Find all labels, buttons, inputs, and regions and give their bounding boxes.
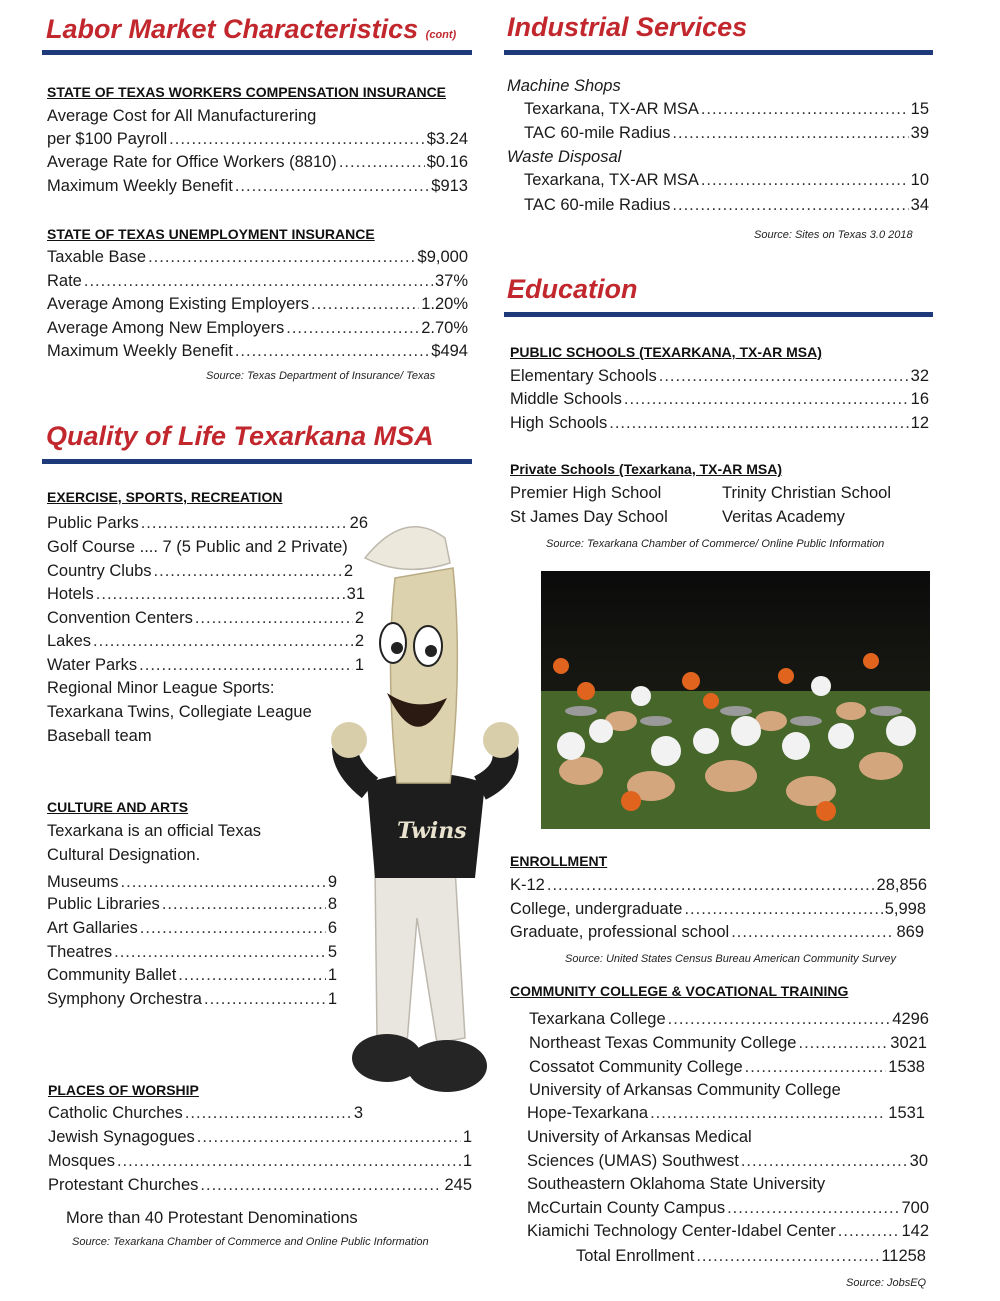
- enrollment-row: Graduate, professional school ..... 869: [510, 922, 924, 942]
- industrial-source: Source: Sites on Texas 3.0 2018: [754, 229, 913, 241]
- vocational-row: University of Arkansas Community College: [529, 1081, 841, 1099]
- private-school-name: Premier High School: [510, 484, 662, 502]
- vocational-row: Texarkana College ..... 4296: [529, 1009, 929, 1029]
- industrial-row: Texarkana, TX-AR MSA ..... 15: [524, 99, 929, 119]
- culture-row: Public Libraries ..... 8: [47, 894, 337, 914]
- vocational-row: Hope-Texarkana ..... 1531: [527, 1103, 925, 1123]
- vocational-total-row: Total Enrollment ..... 11258: [576, 1246, 926, 1266]
- culture-row: Theatres ..... 5: [47, 942, 337, 962]
- unemployment-row: Average Among New Employers ..... 2.70%: [47, 318, 468, 338]
- vocational-row: Southeastern Oklahoma State University: [527, 1175, 826, 1193]
- private-schools-heading: Private Schools (Texarkana, TX-AR MSA): [510, 461, 783, 477]
- workers-comp-row: per $100 Payroll ..... $3.24: [47, 129, 468, 149]
- industrial-row: TAC 60-mile Radius ..... 34: [524, 195, 929, 215]
- exercise-row: Convention Centers ..... 2: [47, 608, 364, 628]
- unemployment-heading: STATE OF TEXAS UNEMPLOYMENT INSURANCE: [47, 226, 375, 242]
- public-schools-heading: PUBLIC SCHOOLS (TEXARKANA, TX-AR MSA): [510, 344, 822, 360]
- vocational-row: University of Arkansas Medical: [527, 1128, 752, 1146]
- workers-comp-line: Average Cost for All Manufacturering: [47, 107, 317, 125]
- vocational-row: McCurtain County Campus ..... 700: [527, 1198, 929, 1218]
- worship-row: Jewish Synagogues ..... 1: [48, 1127, 472, 1147]
- labor-rule: [42, 50, 472, 55]
- public-schools-row: High Schools ..... 12: [510, 413, 929, 433]
- exercise-row: Water Parks ..... 1: [47, 655, 364, 675]
- workers-comp-heading: STATE OF TEXAS WORKERS COMPENSATION INSURANCE: [47, 84, 447, 100]
- private-school-name: St James Day School: [510, 508, 668, 526]
- workers-comp-row: Maximum Weekly Benefit ..... $913: [47, 176, 468, 196]
- worship-row: Catholic Churches ..... 3: [48, 1103, 363, 1123]
- enrollment-heading: ENROLLMENT: [510, 853, 608, 869]
- industrial-group-name: Waste Disposal: [507, 148, 622, 166]
- culture-heading: CULTURE AND ARTS: [47, 799, 189, 815]
- exercise-extra: Baseball team: [47, 727, 152, 745]
- industrial-title: Industrial Services: [507, 12, 748, 42]
- exercise-row: Public Parks ..... 26: [47, 513, 368, 533]
- enrollment-row: K-12 ..... 28,856: [510, 875, 927, 895]
- vocational-heading: COMMUNITY COLLEGE & VOCATIONAL TRAINING: [510, 983, 849, 999]
- education-rule: [504, 312, 933, 317]
- private-school-name: Trinity Christian School: [722, 484, 892, 502]
- industrial-row: TAC 60-mile Radius ..... 39: [524, 123, 929, 143]
- vocational-source: Source: JobsEQ: [846, 1277, 927, 1289]
- private-schools-source: Source: Texarkana Chamber of Commerce/ Online Public Information: [546, 538, 885, 550]
- unemployment-row: Rate ..... 37%: [47, 271, 468, 291]
- worship-row: Mosques ..... 1: [48, 1151, 472, 1171]
- culture-intro: Cultural Designation.: [47, 846, 201, 864]
- worship-heading: PLACES OF WORSHIP: [48, 1082, 199, 1098]
- worship-source: Source: Texarkana Chamber of Commerce and Online Public Information: [72, 1236, 429, 1248]
- culture-row: Community Ballet ..... 1: [47, 965, 337, 985]
- vocational-row: Kiamichi Technology Center-Idabel Center ..... 142: [527, 1221, 929, 1241]
- culture-row: Museums ..... 9: [47, 872, 337, 892]
- unemployment-row: Taxable Base ..... $9,000: [47, 247, 468, 267]
- unemployment-row: Maximum Weekly Benefit ..... $494: [47, 341, 468, 361]
- unemployment-row: Average Among Existing Employers ..... 1.20%: [47, 294, 468, 314]
- exercise-row: Golf Course .... 7 (5 Public and 2 Private): [47, 538, 348, 556]
- enrollment-row: College, undergraduate ..... 5,998: [510, 899, 926, 919]
- vocational-row: Sciences (UMAS) Southwest ..... 30: [527, 1151, 928, 1171]
- exercise-row: Country Clubs ..... 2: [47, 561, 353, 581]
- exercise-row: Lakes ..... 2: [47, 631, 364, 651]
- exercise-extra: Regional Minor League Sports:: [47, 679, 275, 697]
- labor-title: Labor Market Characteristics (cont): [46, 14, 457, 44]
- quality-title: Quality of Life Texarkana MSA: [46, 421, 434, 451]
- culture-row: Symphony Orchestra ..... 1: [47, 989, 337, 1009]
- enrollment-source: Source: United States Census Bureau American Community Survey: [565, 953, 896, 965]
- vocational-row: Cossatot Community College ..... 1538: [529, 1057, 925, 1077]
- quality-rule: [42, 459, 472, 464]
- vocational-row: Northeast Texas Community College ..... 3021: [529, 1033, 927, 1053]
- public-schools-row: Middle Schools ..... 16: [510, 389, 929, 409]
- culture-row: Art Gallaries ..... 6: [47, 918, 337, 938]
- exercise-row: Hotels ..... 31: [47, 584, 365, 604]
- drill-team-photo: [541, 571, 930, 829]
- public-schools-row: Elementary Schools ..... 32: [510, 366, 929, 386]
- exercise-extra: Texarkana Twins, Collegiate League: [47, 703, 312, 721]
- private-school-name: Veritas Academy: [722, 508, 845, 526]
- worship-row: Protestant Churches ..... 245: [48, 1175, 472, 1195]
- exercise-heading: EXERCISE, SPORTS, RECREATION: [47, 489, 283, 505]
- industrial-row: Texarkana, TX-AR MSA ..... 10: [524, 170, 929, 190]
- industrial-group-name: Machine Shops: [507, 77, 621, 95]
- unemployment-source: Source: Texas Department of Insurance/ Texas: [206, 370, 436, 382]
- workers-comp-row: Average Rate for Office Workers (8810) ..... $0.16: [47, 152, 468, 172]
- mascot-jersey-text: Twins: [397, 818, 467, 844]
- worship-note: More than 40 Protestant Denominations: [66, 1209, 358, 1227]
- education-title: Education: [507, 274, 638, 304]
- culture-intro: Texarkana is an official Texas: [47, 822, 262, 840]
- industrial-rule: [504, 50, 933, 55]
